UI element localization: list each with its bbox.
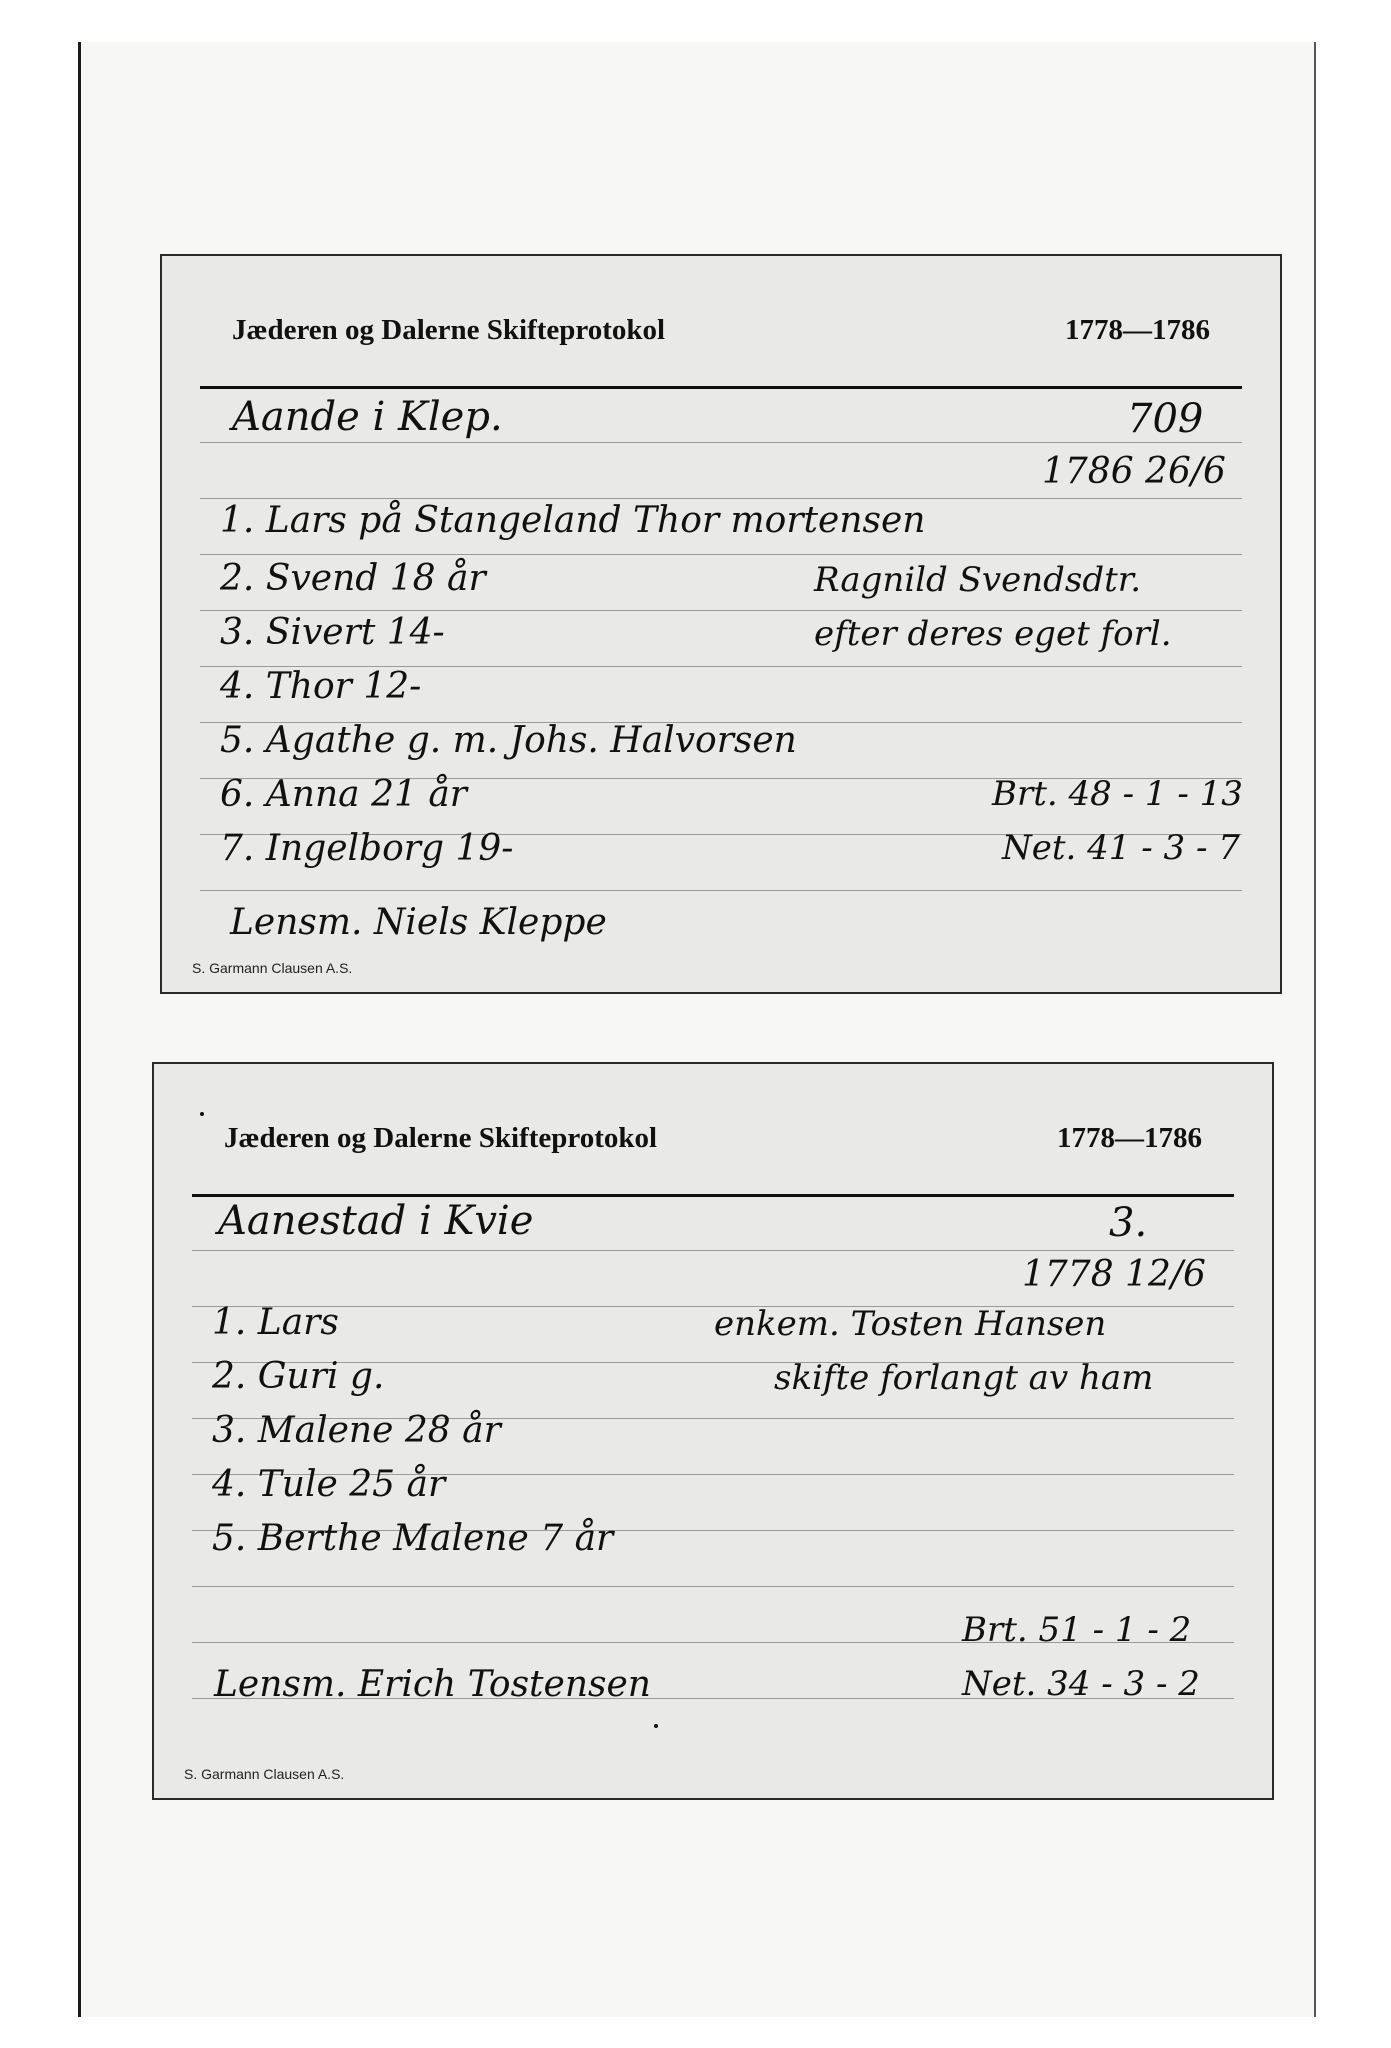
- note-line: skifte forlangt av ham: [774, 1358, 1154, 1398]
- note-line: enkem. Tosten Hansen: [714, 1304, 1107, 1344]
- heir-entry: 4. Tule 25 år: [212, 1464, 446, 1505]
- official-name: Lensm. Erich Tostensen: [214, 1664, 651, 1705]
- record-date: 1778 12/6: [1022, 1254, 1206, 1295]
- heir-entry: 5. Agathe g. m. Johs. Halvorsen: [220, 720, 797, 761]
- record-date: 1786 26/6: [1042, 451, 1226, 492]
- official-name: Lensm. Niels Kleppe: [230, 902, 607, 943]
- heir-entry: 6. Anna 21 år: [220, 774, 467, 815]
- heir-entry: 1. Lars: [212, 1302, 339, 1343]
- heir-entry: 2. Guri g.: [212, 1356, 385, 1397]
- place-name: Aanestad i Kvie: [218, 1198, 534, 1244]
- index-card-2: [152, 1062, 1274, 1800]
- heir-entry: 3. Malene 28 år: [212, 1410, 501, 1451]
- gross-total: Brt. 51 - 1 - 2: [962, 1610, 1192, 1650]
- protocol-title: Jæderen og Dalerne Skifteprotokol: [232, 314, 666, 346]
- card-header: [224, 1122, 1202, 1158]
- record-number: 709: [1127, 396, 1204, 442]
- protocol-years: 1778—1786: [1065, 314, 1210, 346]
- printer-imprint: S. Garmann Clausen A.S.: [184, 1766, 345, 1782]
- net-total: Net. 34 - 3 - 2: [962, 1664, 1200, 1704]
- index-card-1: [160, 254, 1282, 994]
- heir-entry: 2. Svend 18 år: [220, 558, 486, 599]
- gross-total: Brt. 48 - 1 - 13: [992, 774, 1243, 814]
- note-line: Ragnild Svendsdtr.: [814, 560, 1142, 600]
- heir-entry: 5. Berthe Malene 7 år: [212, 1518, 614, 1559]
- heir-entry: 7. Ingelborg 19-: [220, 828, 514, 869]
- card-header: [232, 314, 1210, 350]
- note-line: efter deres eget forl.: [814, 614, 1172, 654]
- place-name: Aande i Klep.: [232, 394, 503, 440]
- heir-entry: 4. Thor 12-: [220, 666, 422, 707]
- printer-imprint: S. Garmann Clausen A.S.: [192, 960, 353, 976]
- heir-entry: 1. Lars på Stangeland Thor mortensen: [220, 500, 926, 541]
- ink-dot: [200, 1112, 204, 1116]
- record-number: 3.: [1109, 1200, 1148, 1246]
- ink-dot: [654, 1724, 658, 1728]
- protocol-title: Jæderen og Dalerne Skifteprotokol: [224, 1122, 658, 1154]
- net-total: Net. 41 - 3 - 7: [1002, 828, 1240, 868]
- protocol-years: 1778—1786: [1057, 1122, 1202, 1154]
- heir-entry: 3. Sivert 14-: [220, 612, 445, 653]
